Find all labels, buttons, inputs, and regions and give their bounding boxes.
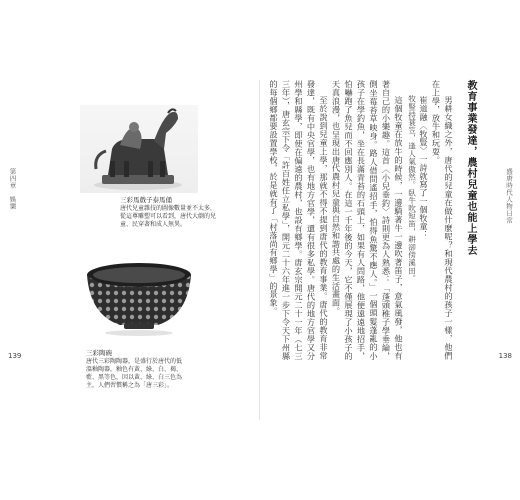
sancai-bowl-illustration <box>80 257 198 337</box>
paragraph: 崔道融〈牧豎〉一詩就寫了一個牧童： <box>419 96 429 240</box>
figure1-title: 三彩馬戲子泰馬俑 <box>120 196 172 204</box>
right-running-head: 盛唐時代人物日常 <box>505 168 513 224</box>
poem-quote: 牧豎持蓑笠，逢人氣傲然。臥牛吹短笛，耕卻傍溪田。 <box>407 95 417 283</box>
right-page-number: 138 <box>498 352 512 360</box>
tang-sancai-bowl-image <box>80 257 198 337</box>
figure2-title: 三彩陶碗 <box>86 349 112 357</box>
figure2-caption <box>86 349 186 390</box>
gutter-divider <box>259 80 260 420</box>
left-running-head <box>8 168 18 210</box>
figure1-caption <box>120 196 220 229</box>
left-running-head-text: 第四章 娛樂 <box>8 168 17 210</box>
paragraph: 這個牧童在放牛的時候，一邊騎著牛一邊吹著笛子，意氣風發，他也有著自己的小樂趣。這首〈小兒垂釣〉詩則更為人熟悉：「蓬頭稚子學垂綸，側坐莓苔草映身。路人借問遙招手，怕得魚驚不應人。」一個頭髮蓬亂的小孩子在學釣魚，坐在長滿青苔的石頭上，如果有人問路，他便遠遠地招手，怕嚇跑了魚兒而不回應別人。在這一千年後的今天，它不僅展現了小孩子的天真浪漫，也呈現出唐代農村兒童與自然和諧共處的生活畫面。 <box>331 80 404 360</box>
body-text <box>269 80 455 360</box>
left-page-number: 139 <box>8 352 22 360</box>
paragraph: 至於說到兒童上學，那就不得不提到唐代的教育事業。唐代的教育非常發達，既有中央官學，也有地方官學，還有很多私學。唐代的地方官學又分州學和縣學，即使在偏遠的農村，也設有鄉學。唐玄宗開元二十一年（七三三年），唐玄宗下令「許百姓任立私學」，開元二十六年進一步下令天下州縣的每個鄉都要設置學校，於是就有了「村落尚有鄉學」的景象。 <box>269 80 329 360</box>
horse-figurine-illustration <box>80 105 198 193</box>
section-heading: 教育事業發達，農村兒童也能上學去 <box>465 80 476 256</box>
paragraph: 男耕女織之外，唐代的兒童在做什麼呢？和現代農村的孩子一樣，他們在上學，放牛和玩耍。 <box>431 80 454 360</box>
figure2-caption-text: 唐代三彩陶陶器，是盛行於唐代的低溫釉陶器，釉色有黃、綠、白、褐、藍、黑等色，因以黃、綠、白三色為主，人們習慣稱之為「唐三彩」。 <box>86 358 183 389</box>
tang-sancai-horse-figurine-image <box>80 105 198 193</box>
figure1-caption-text: 唐代兒童雜技的圖像數量並不太多，從這尊雕塑可以看到，唐代大劇的兒童、民穿著和成人無異。 <box>120 205 217 228</box>
right-page-text-block <box>269 80 477 360</box>
